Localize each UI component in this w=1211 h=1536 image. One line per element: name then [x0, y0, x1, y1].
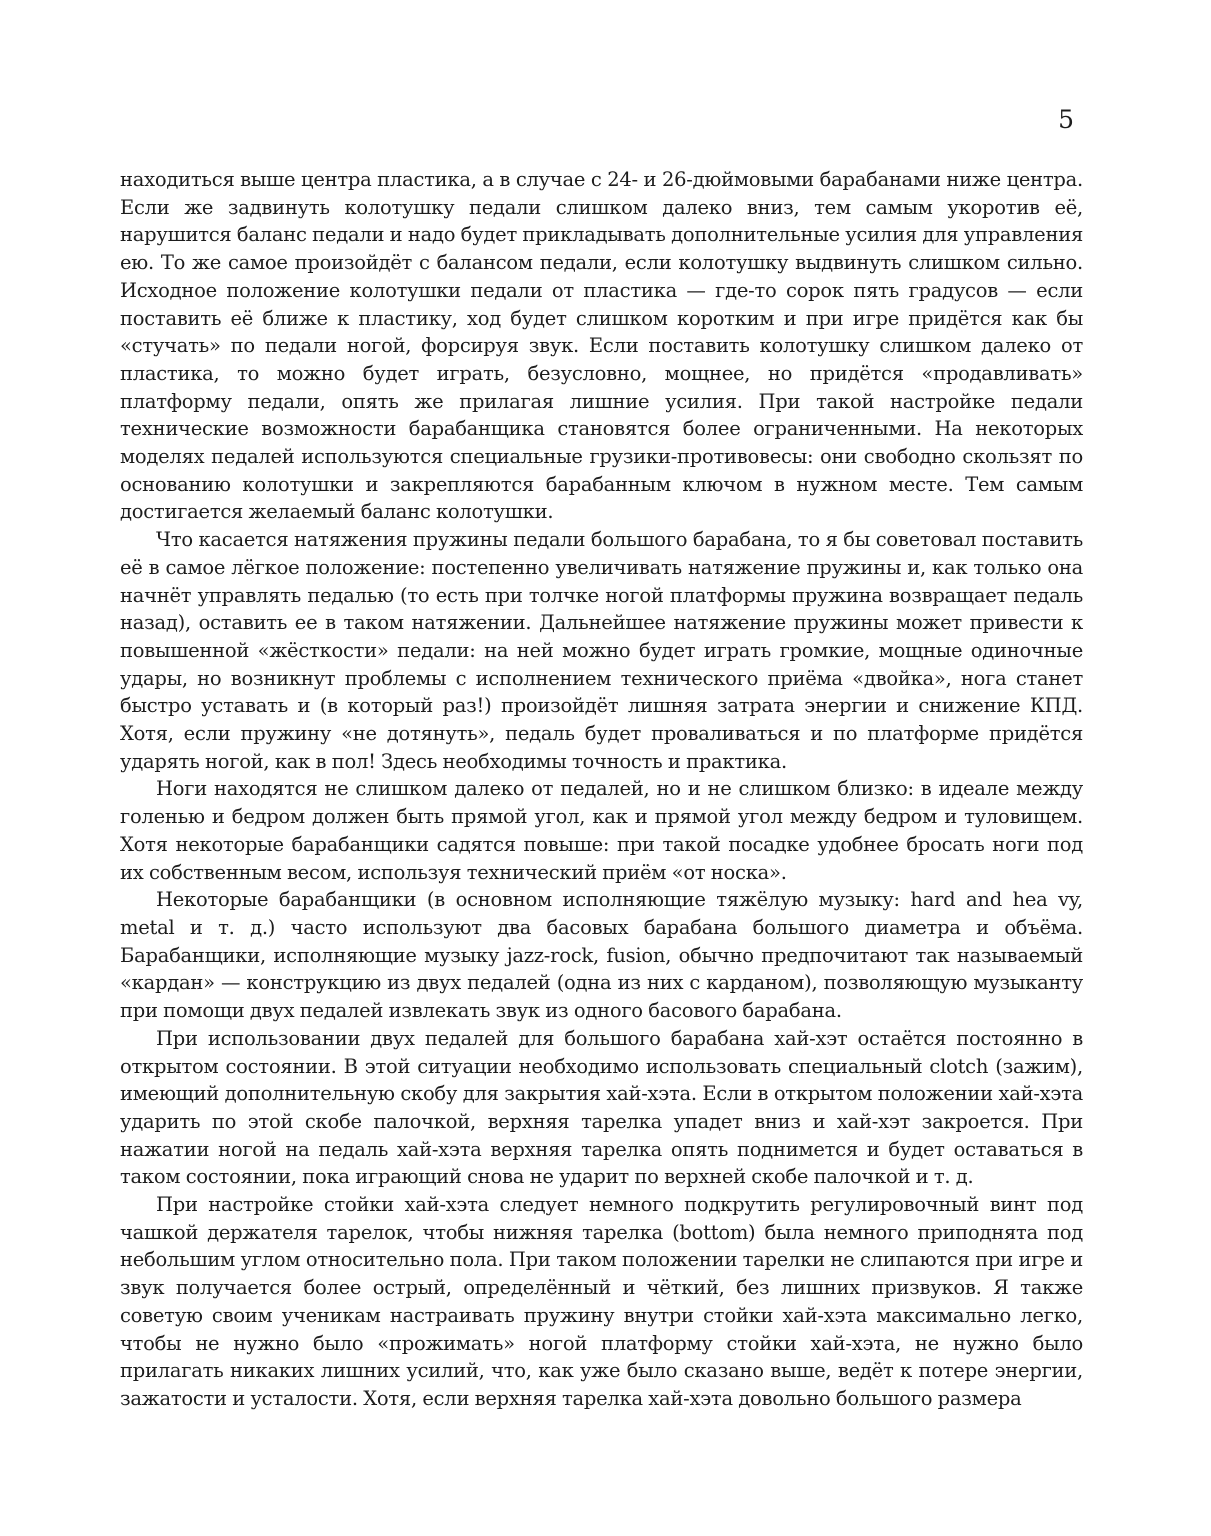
paragraph-2: Что касается натяжения пружины педали большого барабана, то я бы советовал поставить её в самое лёгкое положение: постепенно увеличивать натяжение пружины и, как только она начнёт управлять педалью (то есть при толчке ногой платформы пружина возвращает педаль назад), оставить ее в таком натяжении. Дальнейшее натяжение пружины может привести к повышенной «жёсткости» педали: на ней можно будет играть громкие, мощные одиночные удары, но возникнут проблемы с исполнением технического приёма «двойка», нога станет быстро уставать и (в который раз!) произойдёт лишняя затрата энергии и снижение КПД. Хотя, если пружину «не дотянуть», педаль будет проваливаться и по платформе придётся ударять ногой, как в пол! Здесь необходимы точность и практика.: [120, 528, 1083, 773]
page-number: 5: [1058, 105, 1074, 134]
paragraph-3: Ноги находятся не слишком далеко от педалей, но и не слишком близко: в идеале между голенью и бедром должен быть прямой угол, как и прямой угол между бедром и туловищем. Хотя некоторые барабанщики садятся повыше: при такой посадке удобнее бросать ноги под их собственным весом, используя технический приём «от носка».: [120, 777, 1083, 884]
body-text: [120, 166, 1083, 1413]
paragraph-5: При использовании двух педалей для большого барабана хай-хэт остаётся постоянно в открытом состоянии. В этой ситуации необходимо использовать специальный clotch (зажим), имеющий дополнительную скобу для закрытия хай-хэта. Если в открытом положении хай-хэта ударить по этой скобе палочкой, верхняя тарелка упадет вниз и хай-хэт закроется. При нажатии ногой на педаль хай-хэта верхняя тарелка опять поднимется и будет оставаться в таком состоянии, пока играющий снова не ударит по верхней скобе палочкой и т. д.: [120, 1026, 1083, 1189]
paragraph-4: Некоторые барабанщики (в основном исполняющие тяжёлую музыку: hard and hea vy, metal и т. д.) часто используют два басовых барабана большого диаметра и объёма. Барабанщики, исполняющие музыку jazz-rock, fusion, обычно предпочитают так называемый «кардан» — конструкцию из двух педалей (одна из них с карданом), позволяющую музыканту при помощи двух педалей извлекать звук из одного басового барабана.: [120, 888, 1083, 1023]
paragraph-6: При настройке стойки хай-хэта следует немного подкрутить регулировочный винт под чашкой держателя тарелок, чтобы нижняя тарелка (bottom) была немного приподнята под небольшим углом относительно пола. При таком положении тарелки не слипаются при игре и звук получается более острый, определённый и чёткий, без лишних призвуков. Я также советую своим ученикам настраивать пружину внутри стойки хай-хэта максимально легко, чтобы не нужно было «прожимать» ногой платформу стойки хай-хэта, не нужно было прилагать никаких лишних усилий, что, как уже было сказано выше, ведёт к потере энергии, зажатости и усталости. Хотя, если верхняя тарелка хай-хэта довольно большого размера: [120, 1193, 1083, 1410]
paragraph-1: находиться выше центра пластика, а в случае с 24- и 26-дюймовыми барабанами ниже центра. Если же задвинуть колотушку педали слишком далеко вниз, тем самым укоротив её, нарушится баланс педали и надо будет прикладывать дополнительные усилия для управления ею. То же самое произойдёт с балансом педали, если колотушку выдвинуть слишком сильно. Исходное положение колотушки педали от пластика — где-то сорок пять градусов — если поставить её ближе к пластику, ход будет слишком коротким и при игре придётся как бы «стучать» по педали ногой, форсируя звук. Если поставить колотушку слишком далеко от пластика, то можно будет играть, безусловно, мощнее, но придётся «продавливать» платформу педали, опять же прилагая лишние усилия. При такой настройке педали технические возможности барабанщика становятся более ограниченными. На некоторых моделях педалей используются специальные грузики-противовесы: они свободно скользят по основанию колотушки и закрепляются барабанным ключом в нужном месте. Тем самым достигается желаемый баланс колотушки.: [120, 168, 1083, 524]
